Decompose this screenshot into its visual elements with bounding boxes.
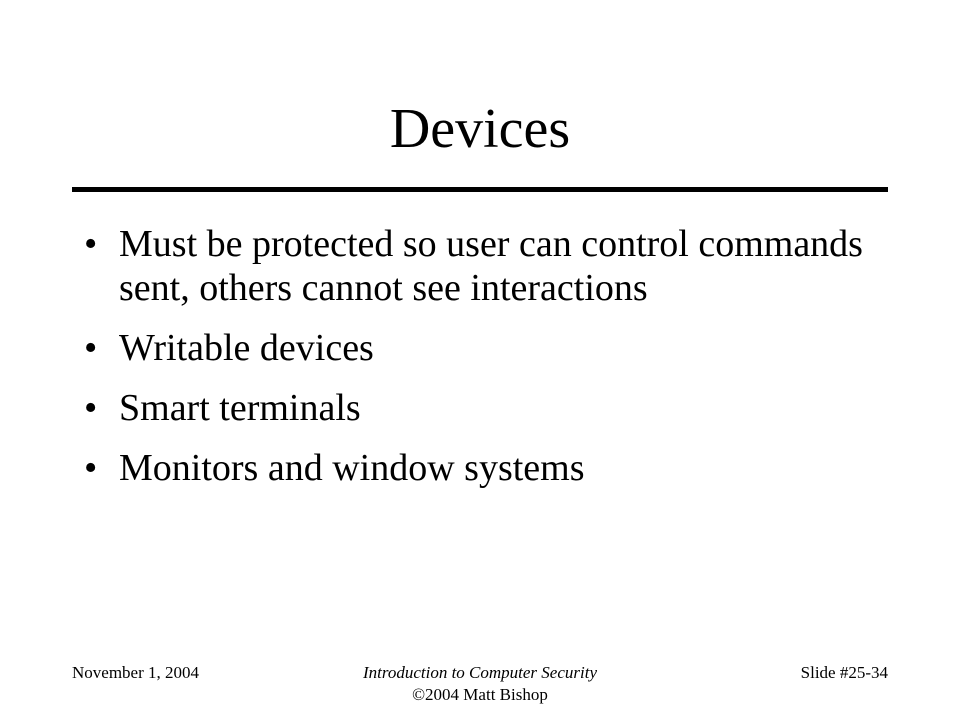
bullet-item bbox=[84, 386, 904, 430]
footer-course-title: Introduction to Computer Security bbox=[362, 663, 598, 682]
bullet-text: Writable devices bbox=[119, 327, 374, 369]
bullet-dot: • bbox=[84, 447, 98, 489]
footer-slide-number: Slide #25-34 bbox=[800, 663, 888, 682]
footer-date: November 1, 2004 bbox=[72, 663, 200, 682]
bullet-text: Monitors and window systems bbox=[119, 447, 585, 489]
bullet-dot: • bbox=[84, 327, 98, 369]
footer-course-info bbox=[300, 662, 660, 706]
bullet-dot: • bbox=[84, 387, 98, 429]
slide-title: Devices bbox=[389, 98, 571, 160]
bullet-list bbox=[84, 222, 904, 506]
footer-copyright: ©2004 Matt Bishop bbox=[412, 685, 548, 704]
title-divider bbox=[72, 187, 888, 192]
bullet-text: Smart terminals bbox=[119, 387, 361, 429]
bullet-dot: • bbox=[84, 223, 98, 265]
bullet-item bbox=[84, 446, 904, 490]
bullet-item bbox=[84, 222, 904, 310]
bullet-item bbox=[84, 326, 904, 370]
bullet-text: Must be protected so user can control commands sent, others cannot see interactions bbox=[119, 223, 863, 309]
